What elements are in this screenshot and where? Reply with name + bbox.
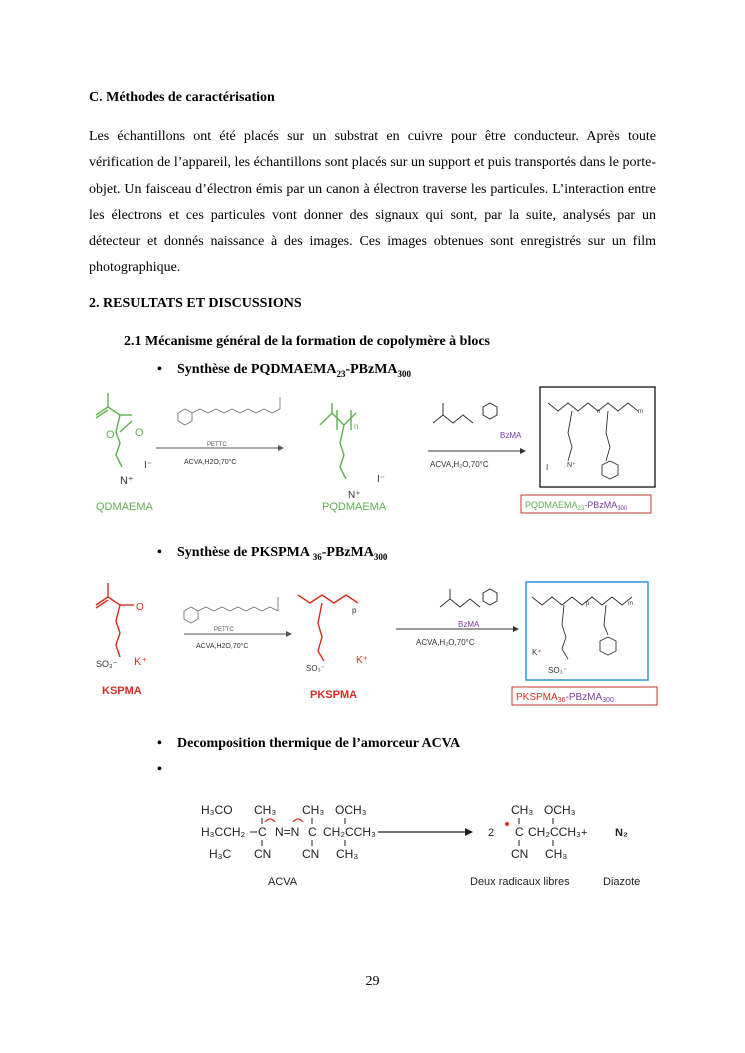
pkspma-so3: SO₃⁻ xyxy=(306,664,326,673)
acva-ch3-3: CH₃ xyxy=(336,847,359,861)
pkspma-label: PKSPMA xyxy=(310,689,358,701)
label-acva: ACVA xyxy=(268,876,298,888)
kspma-k: K⁺ xyxy=(134,656,148,668)
acva-h3co: H₃CO xyxy=(201,803,233,817)
product2-k: K⁺ xyxy=(532,648,542,657)
acva-c-2: C xyxy=(308,825,317,839)
product2-so3: SO₃⁻ xyxy=(548,666,568,675)
radical-och3: OCH₃ xyxy=(544,803,576,817)
pkspma-p: p xyxy=(352,606,357,615)
cond-2: ACVA,H₂O,70°C xyxy=(430,460,489,469)
bullet-synthese-pqdmaema: • Synthèse de $PQDMAEMA_{23}-PBzMA_{300}$ xyxy=(157,362,412,379)
section-2-title: 2. RESULTATS ET DISCUSSIONS xyxy=(89,296,302,311)
acva-c-1: C xyxy=(258,825,267,839)
label-radicals: Deux radicaux libres xyxy=(470,876,570,888)
acva-ch3-2: CH₃ xyxy=(302,803,325,817)
pettc-structure xyxy=(178,397,280,425)
acva-h3cch2: H₃CCH₂ xyxy=(201,825,246,839)
product1-m: m xyxy=(638,409,643,415)
acva-cn-1: CN xyxy=(254,847,272,861)
scheme-acva-decomposition xyxy=(195,798,655,893)
section-2-1-title: 2.1 Mécanisme général de la formation de copolymère à blocs xyxy=(124,334,491,349)
pkspma-k: K⁺ xyxy=(356,655,368,666)
product-box-1 xyxy=(540,387,655,487)
radical-chain: CH₂CCH₃ xyxy=(528,825,581,839)
kspma-o: O xyxy=(136,602,144,613)
pettc-label: PETTC xyxy=(207,442,227,448)
product1-nplus: N⁺ xyxy=(567,462,576,469)
macro-iodide: I⁻ xyxy=(377,474,386,485)
cleavage-marks xyxy=(265,819,303,822)
product-label-1: $PQDMAEMA_{23}-PBzMA_{300}$ xyxy=(525,500,628,512)
product1-iodide: I xyxy=(546,463,549,472)
pqdmaema-structure xyxy=(320,403,359,479)
carbonyl-o: O xyxy=(135,427,144,439)
cond-1: ACVA,H2O,70°C xyxy=(184,459,237,466)
acva-ch3-1: CH₃ xyxy=(254,803,277,817)
pqdmaema-label: PQDMAEMA xyxy=(322,501,387,513)
qdmaema-label: QDMAEMA xyxy=(96,501,153,513)
qdmaema-iodide: I⁻ xyxy=(144,460,153,471)
acva-ch2cch3: CH₂CCH₃ xyxy=(323,825,376,839)
bzma-structure-2 xyxy=(440,589,497,607)
bullet-synthese-pkspma: • Synthèse de PKSPMA $_{36}$-PBzMA$_{300}$ xyxy=(157,545,388,562)
kspma-so3: SO₃⁻ xyxy=(96,659,118,669)
cond-3: ACVA,H2O,70°C xyxy=(196,643,249,650)
radical-ch3-1: CH₃ xyxy=(511,803,534,817)
ester-o: O xyxy=(106,429,115,441)
scheme-pqdmaema-synthesis xyxy=(88,385,668,520)
scheme-pkspma-synthesis xyxy=(88,575,668,710)
cond-4: ACVA,H₂O,70°C xyxy=(416,638,475,647)
radical-coef: 2 xyxy=(488,827,495,839)
radical-c: C xyxy=(515,825,524,839)
section-c-title: C. Méthodes de caractérisation xyxy=(89,90,275,105)
section-c-paragraph: Les échantillons ont été placés sur un substrat en cuivre pour être conducteur. Après toute vérification de l’appareil, les échantillons sont placés sur un support et puis transportés dans le porte-objet. Un faisceau d’électron émis par un canon à électron traverse les particules. L’interaction entre les électrons et ces particules vont donner des signaux qui sont, par la suite, analysés par un détecteur et donnés naissance à des images. Ces images obtenues sont enregistrés sur un film photographique. xyxy=(89,129,656,276)
acva-cn-2: CN xyxy=(302,847,320,861)
kspma-label: KSPMA xyxy=(102,685,142,697)
radical-cn: CN xyxy=(511,847,529,861)
pkspma-structure xyxy=(298,595,358,661)
acva-och3: OCH₃ xyxy=(335,803,367,817)
product-box-2 xyxy=(526,582,648,680)
bullet-empty: • xyxy=(157,762,162,777)
pettc-structure-2 xyxy=(184,597,278,623)
product2-m: m xyxy=(628,601,633,607)
product2-p: p xyxy=(586,601,590,607)
macro-nplus: N⁺ xyxy=(348,490,361,501)
pettc-label-2: PETTC xyxy=(214,627,234,633)
n2-product: N₂ xyxy=(615,827,628,839)
radical-dot xyxy=(505,822,509,826)
page-number: 29 xyxy=(365,974,380,989)
qdmaema-nplus: N⁺ xyxy=(120,475,134,487)
bzma-label-2: BzMA xyxy=(458,620,480,629)
radical-ch3-2: CH₃ xyxy=(545,847,568,861)
acva-nn: N=N xyxy=(275,825,300,839)
label-diazote: Diazote xyxy=(603,876,641,888)
acva-h3c: H₃C xyxy=(209,847,232,861)
n-label: n xyxy=(354,422,359,431)
product-structure-2 xyxy=(532,597,632,659)
bullet-decomposition-acva: • Decomposition thermique de l’amorceur ACVA xyxy=(157,736,461,751)
kspma-structure xyxy=(96,583,134,657)
product-label-2: $PKSPMA_{36}-PBzMA_{300}$ xyxy=(516,692,614,704)
product-structure-1 xyxy=(548,403,638,479)
plus-sign: + xyxy=(581,827,588,839)
bzma-label: BzMA xyxy=(500,431,522,440)
product1-n: n xyxy=(597,409,601,415)
bzma-structure xyxy=(433,403,497,423)
